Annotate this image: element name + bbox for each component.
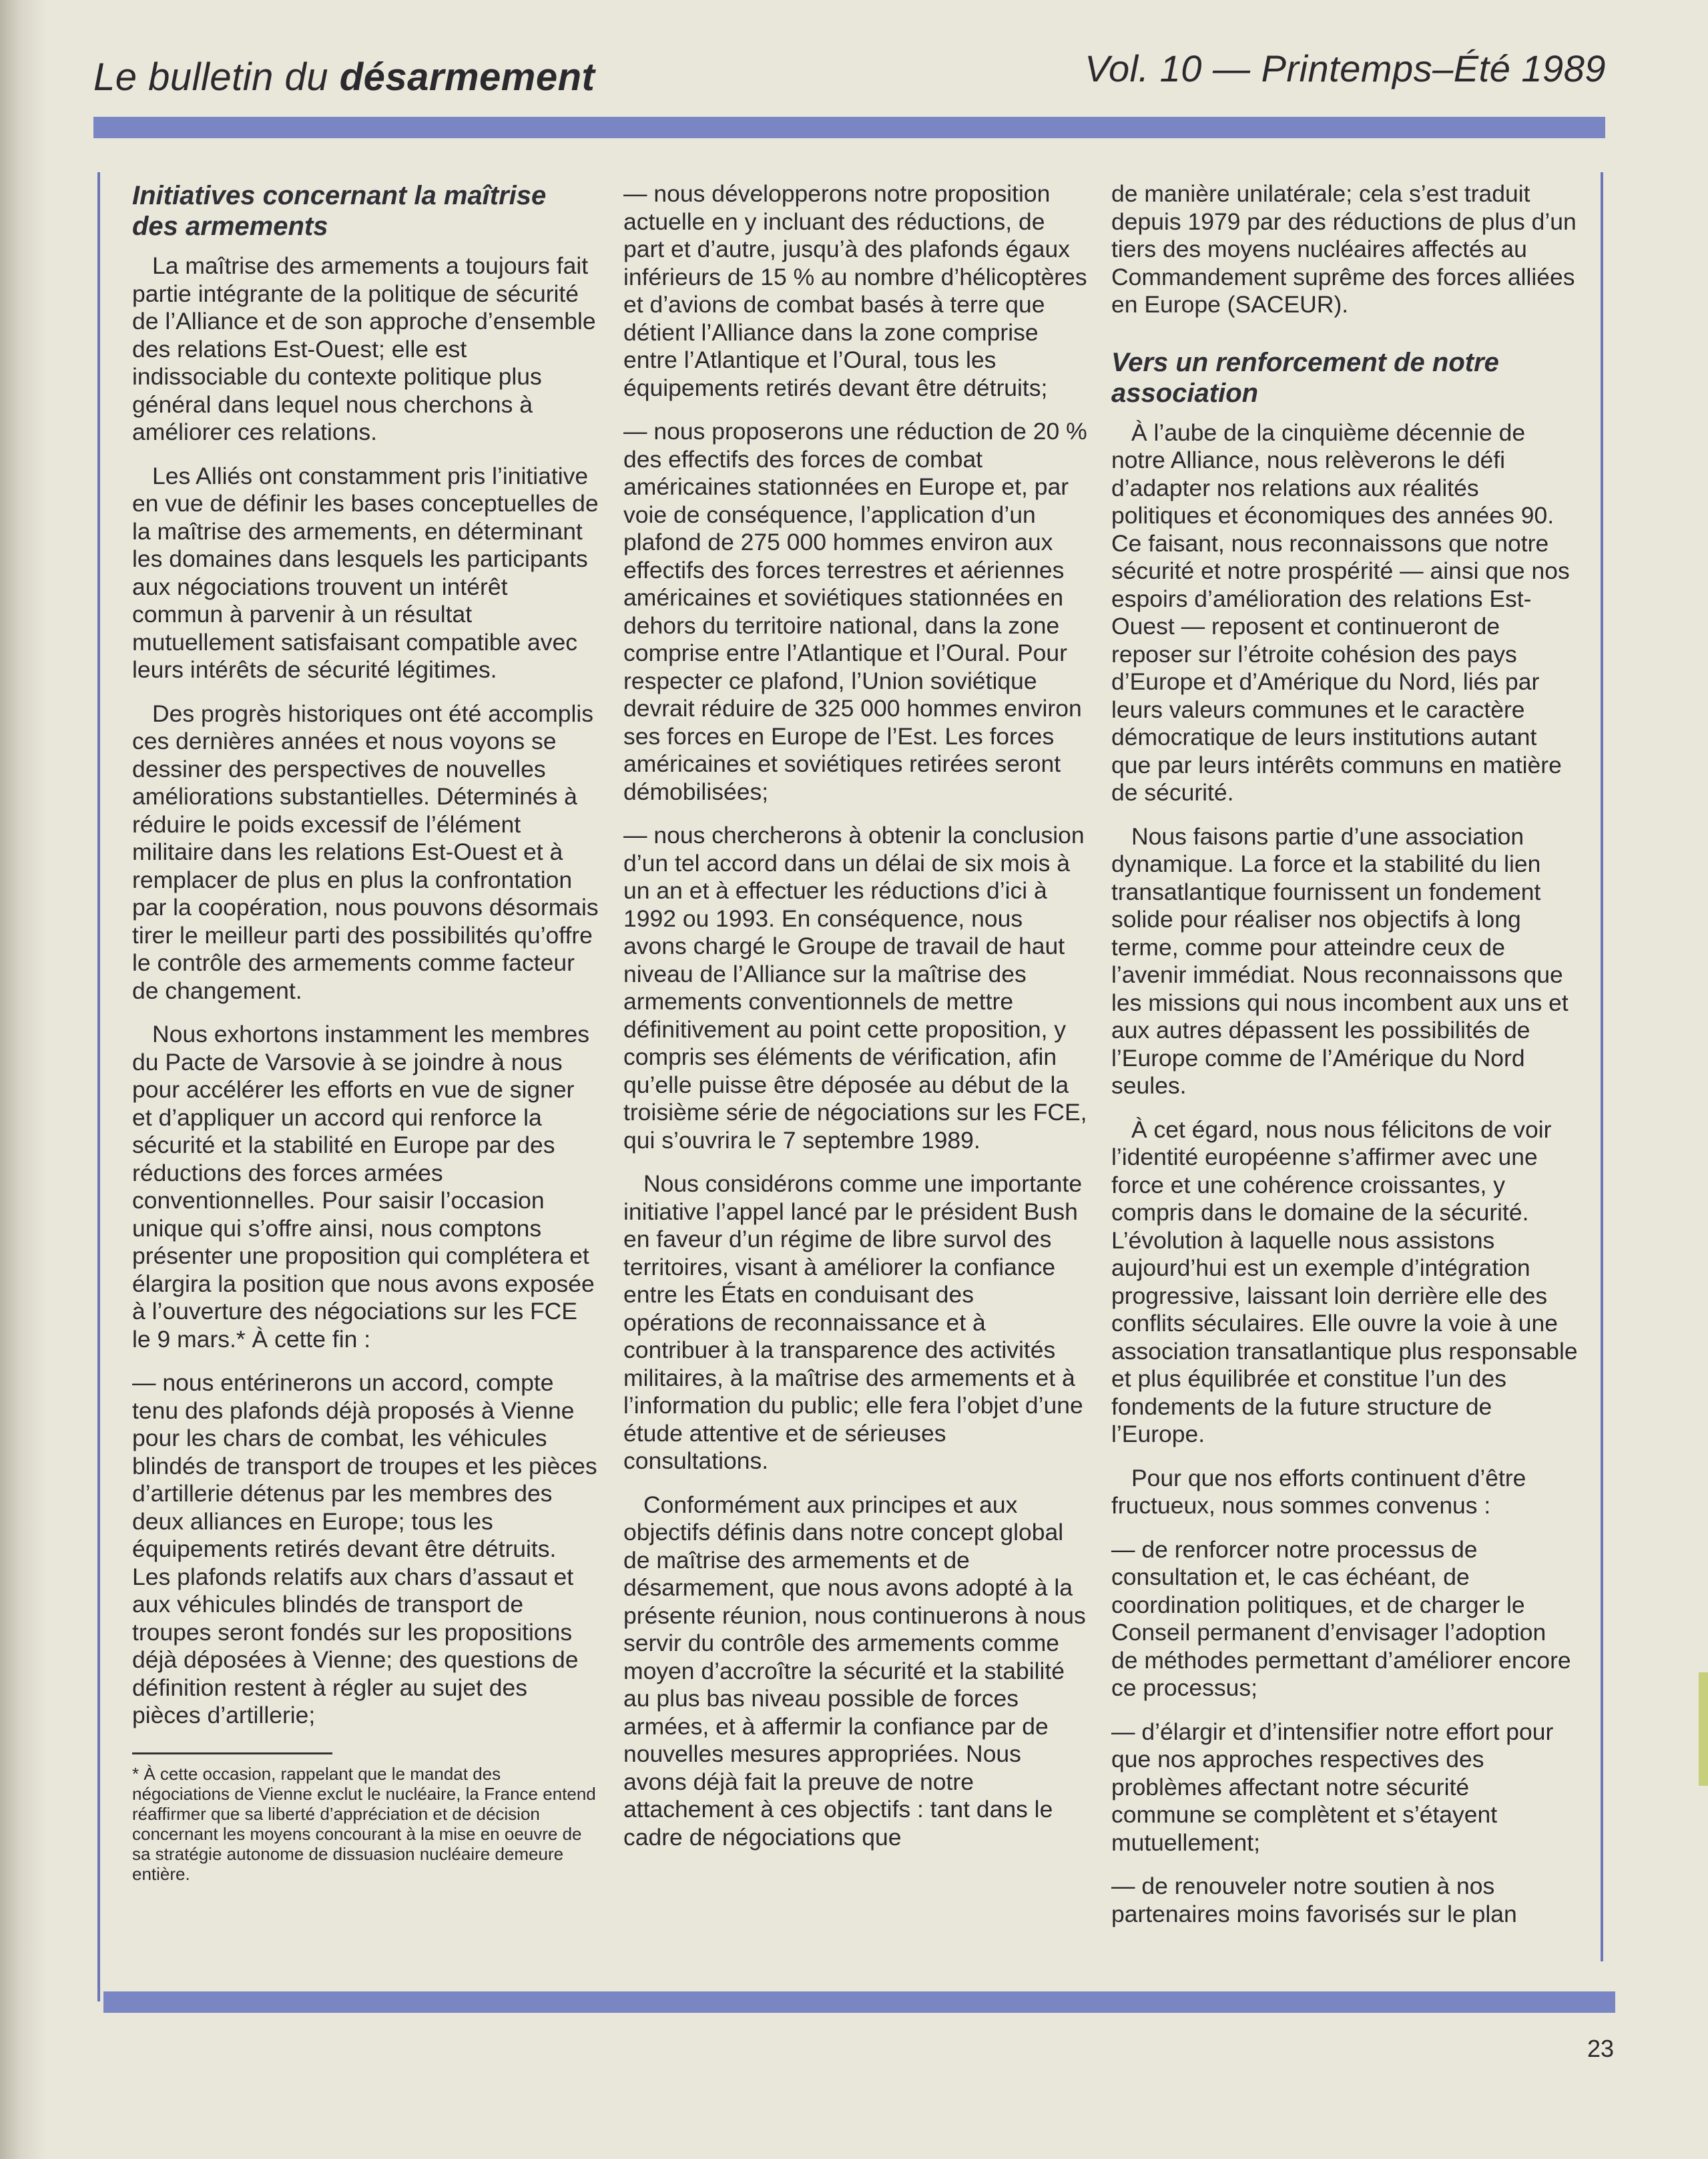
paragraph: À l’aube de la cinquième décennie de notre Alliance, nous relèverons le défi d’adapter nos relations aux réalités politiques et économiques des années 90. Ce faisant, nous reconnaissons que notre sécurité et notre prospérité — ainsi que nos espoirs d’amélioration des relations Est-Ouest — reposent et continueront de reposer sur l’étroite cohésion des pays d’Europe et d’Amérique du Nord, liés par leurs valeurs communes et le caractère démocratique de leurs institutions autant que par leurs intérêts communs en matière de sécurité. [1111,419,1570,806]
right-vertical-rule [1601,172,1603,1961]
section-heading-partnership: Vers un renforcement de notre association [1111,347,1499,408]
page-edge-tab [1699,1672,1708,1786]
paragraph: La maîtrise des armements a toujours fait partie intégrante de la politique de sécurité de l’Alliance et de son approche d’ensemble des relations Est-Ouest; elle est indissociable du contexte politique plus général dans lequel nous cherchons à améliorer ces relations. [132,252,596,445]
paragraph: — de renforcer notre processus de consultation et, le cas échéant, de coordination politiques, et de charger le Conseil permanent d’envisager l’adoption de méthodes permettant d’améliorer encore ce processus; [1111,1535,1571,1701]
bulletin-title [93,55,595,99]
page-number: 23 [1587,2035,1615,2062]
paragraph: — nous chercherons à obtenir la conclusion d’un tel accord dans un délai de six mois à un an et à effectuer les réductions d’ici à 1992 ou 1993. En conséquence, nous avons chargé le Groupe de travail de haut niveau de l’Alliance sur la maîtrise des armements conventionnels de mettre définitivement au point cette proposition, y compris ses éléments de vérification, afin qu’elle puisse être déposée au début de la troisième série de négociations sur les FCE, qui s’ouvrira le 7 septembre 1989. [623,822,1087,1154]
paragraph: — nous entérinerons un accord, compte tenu des plafonds déjà proposés à Vienne pour les chars de combat, les véhicules blindés de transport de troupes et les pièces d’artillerie détenus par les membres des deux alliances en Europe; tous les équipements retirés devant être détruits. Les plafonds relatifs aux chars d’assaut et aux véhicules blindés de transport de troupes seront fondés sur les propositions déjà déposées à Vienne; des questions de définition restent à régler au sujet des pièces d’artillerie; [132,1369,597,1728]
column-2 [623,180,1091,1867]
paragraph: — nous développerons notre proposition actuelle en y incluant des réductions, de part et d’autre, jusqu’à des plafonds égaux inférieurs de 15 % au nombre d’hélicoptères et d’avions de combat basés à terre que détient l’Alliance dans la zone comprise entre l’Atlantique et l’Oural, tous les équipements retirés devant être détruits; [623,180,1087,401]
issue-label: Vol. 10 — Printemps–Été 1989 [1085,47,1606,89]
bulletin-title-prefix: Le bulletin du [93,55,329,99]
paragraph: de manière unilatérale; cela s’est traduit depuis 1979 par des réductions de plus d’un tiers des moyens nucléaires affectés au Commandement suprême des forces alliées en Europe (SACEUR). [1111,180,1577,318]
binding-gutter-shadow [0,0,47,2159]
bulletin-title-bold: désarmement [339,55,595,99]
paragraph: Nous considérons comme une importante initiative l’appel lancé par le président Bush en faveur d’un régime de libre survol des territoires, visant à améliorer la confiance entre les États en conduisant des opérations de reconnaissance et à contribuer à la transparence des activités militaires, à la maîtrise des armements et à l’information du public; elle fera l’objet d’une étude attentive et de sérieuses consultations. [623,1170,1083,1474]
paragraph: Nous exhortons instamment les membres du Pacte de Varsovie à se joindre à nous pour accélérer les efforts en vue de signer et d’appliquer un accord qui renforce la sécurité et la stabilité en Europe par des réductions des forces armées conventionnelles. Pour saisir l’occasion unique qui s’offre ainsi, nous comptons présenter une proposition qui complétera et élargira la position que nous avons exposée à l’ouverture des négociations sur les FCE le 9 mars.* À cette fin : [132,1021,595,1353]
paragraph: Les Alliés ont constamment pris l’initiative en vue de définir les bases conceptuelles de la maîtrise des armements, en déterminant les domaines dans lesquels les participants aux négociations trouvent un intérêt commun à parvenir à un résultat mutuellement satisfaisant compatible avec leurs intérêts de sécurité légitimes. [132,462,599,683]
column-1 [132,180,599,1900]
footnote-divider [132,1752,332,1754]
section-heading-arms-control: Initiatives concernant la maîtrise des armements [132,181,547,241]
top-color-band [93,117,1605,138]
left-vertical-rule [97,172,100,2001]
paragraph: À cet égard, nous nous félicitons de voir l’identité européenne s’affirmer avec une force et une cohérence croissantes, y compris dans le domaine de la sécurité. L’évolution à laquelle nous assistons aujourd’hui est un exemple d’intégration progressive, laissant loin derrière elle des conflits séculaires. Elle ouvre la voie à une association transatlantique plus responsable et plus équilibrée et constitue l’un des fondements de la future structure de l’Europe. [1111,1116,1578,1447]
paragraph: — nous proposerons une réduction de 20 % des effectifs des forces de combat américaines stationnées en Europe et, par voie de conséquence, l’application d’un plafond de 275 000 hommes environ aux effectifs des forces terrestres et aériennes américaines et soviétiques stationnées en dehors du territoire national, dans la zone comprise entre l’Atlantique et l’Oural. Pour respecter ce plafond, l’Union soviétique devrait réduire de 325 000 hommes environ ses forces en Europe de l’Est. Les forces américaines et soviétiques retirées seront démobilisées; [623,418,1087,805]
bottom-color-band [103,1991,1615,2013]
footnote: * À cette occasion, rappelant que le mandat des négociations de Vienne exclut le nucléaire, la France entend réaffirmer que sa liberté d’appréciation et de décision concernant les moyens concourant à la mise en oeuvre de sa stratégie autonome de dissuasion nucléaire demeure entière. [132,1763,596,1884]
paragraph: Conformément aux principes et aux objectifs définis dans notre concept global de maîtrise des armements et de désarmement, que nous avons adopté à la présente réunion, nous continuerons à nous servir du contrôle des armements comme moyen d’accroître la sécurité et la stabilité au plus bas niveau possible de forces armées, et à affermir la confiance par de nouvelles mesures appropriées. Nous avons déjà fait la preuve de notre attachement à ces objectifs : tant dans le cadre de négociations que [623,1491,1086,1851]
paragraph: — d’élargir et d’intensifier notre effort pour que nos approches respectives des problèmes affectant notre sécurité commune se complètent et s’étayent mutuellement; [1111,1718,1554,1856]
paragraph: Nous faisons partie d’une association dynamique. La force et la stabilité du lien transatlantique fournissent un fondement solide pour réaliser nos objectifs à long terme, comme pour atteindre ceux de l’avenir immédiat. Nous reconnaissons que les missions qui nous incombent aux uns et aux autres dépassent les possibilités de l’Europe comme de l’Amérique du Nord seules. [1111,822,1569,1099]
paragraph: — de renouveler notre soutien à nos partenaires moins favorisés sur le plan [1111,1873,1517,1927]
paragraph: Pour que nos efforts continuent d’être fructueux, nous sommes convenus : [1111,1464,1526,1519]
column-3 [1111,180,1579,1944]
paragraph: Des progrès historiques ont été accomplis ces dernières années et nous voyons se dessiner des perspectives de nouvelles améliorations substantielles. Déterminés à réduire le poids excessif de l’élément militaire dans les relations Est-Ouest et à remplacer de plus en plus la confrontation par la coopération, nous pouvons désormais tirer le meilleur parti des possibilités qu’offre le contrôle des armements comme facteur de changement. [132,700,599,1004]
